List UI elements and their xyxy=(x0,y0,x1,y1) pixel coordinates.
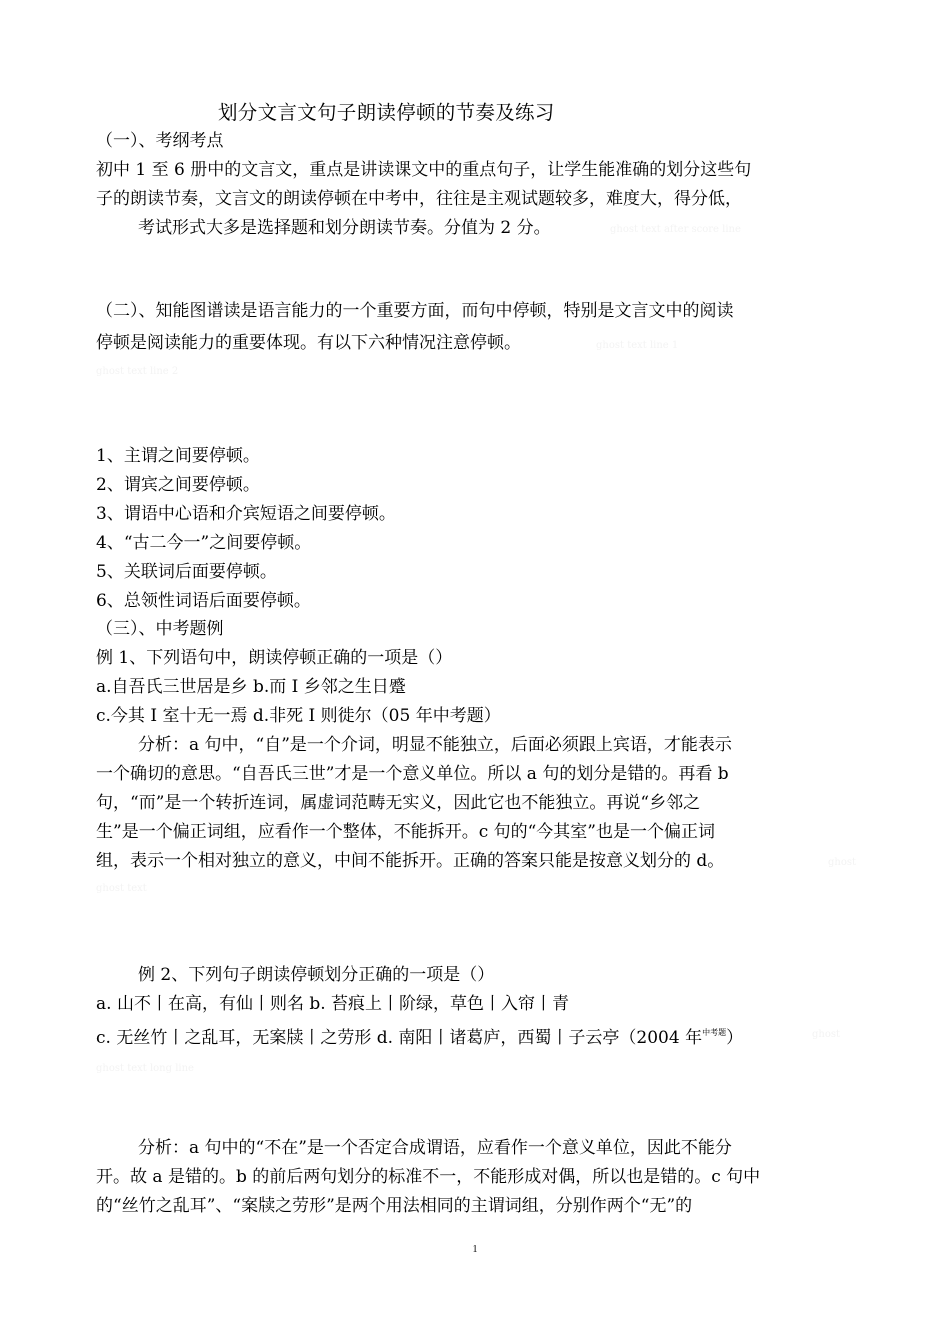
section1-heading: （一）、考纲考点 xyxy=(96,131,224,151)
faint-watermark-text: ghost text line 2 xyxy=(96,366,179,377)
rule-2: 2、谓宾之间要停顿。 xyxy=(96,475,260,495)
example-1-options-ab: a.自吾氏三世居是乡 b.而 I 乡邻之生日蹙 xyxy=(96,677,406,697)
example-1-analysis-line-1: 分析：a 句中，“自”是一个介词，明显不能独立，后面必须跟上宾语，才能表示 xyxy=(138,735,732,755)
example-2-options-cd-end: ） xyxy=(726,1028,744,1048)
faint-watermark-text: ghost text xyxy=(96,883,147,894)
example-2-question: 例 2、下列句子朗读停顿划分正确的一项是（） xyxy=(138,965,495,985)
example-1-analysis-line-2: 一个确切的意思。“自吾氏三世”才是一个意义单位。所以 a 句的划分是错的。再看 b xyxy=(96,764,729,784)
faint-watermark-text: ghost xyxy=(828,857,857,868)
section3-heading: （三）、中考题例 xyxy=(96,619,224,639)
section1-line-1: 初中 1 至 6 册中的文言文，重点是讲读课文中的重点句子，让学生能准确的划分这些句 xyxy=(96,160,752,180)
rule-3: 3、谓语中心语和介宾短语之间要停顿。 xyxy=(96,504,396,524)
example-1-options-cd: c.今其 I 室十无一焉 d.非死 I 则徙尔（05 年中考题） xyxy=(96,706,501,726)
example-1-question: 例 1、下列语句中，朗读停顿正确的一项是（） xyxy=(96,648,453,668)
example-1-analysis-line-5: 组，表示一个相对独立的意义，中间不能拆开。正确的答案只能是按意义划分的 d。 xyxy=(96,851,725,871)
page-number: 1 xyxy=(472,1244,478,1255)
page-title: 划分文言文句子朗读停顿的节奏及练习 xyxy=(218,101,555,124)
example-2-options-ab: a. 山不丨在高，有仙丨则名 b. 苔痕上丨阶绿，草色丨入帘丨青 xyxy=(96,994,570,1014)
example-1-analysis-line-3: 句，“而”是一个转折连词，属虚词范畴无实义，因此它也不能独立。再说“乡邻之 xyxy=(96,793,701,813)
example-2-analysis-line-1: 分析：a 句中的“不在”是一个否定合成谓语，应看作一个意义单位，因此不能分 xyxy=(138,1138,732,1158)
section2-line-1: （二）、知能图谱读是语言能力的一个重要方面，而句中停顿，特别是文言文中的阅读 xyxy=(96,301,734,321)
example-1-analysis-line-4: 生”是一个偏正词组，应看作一个整体，不能拆开。c 句的“今其室”也是一个偏正词 xyxy=(96,822,715,842)
section2-line-2: 停顿是阅读能力的重要体现。有以下六种情况注意停顿。 xyxy=(96,333,521,353)
rule-4: 4、“古二今一”之间要停顿。 xyxy=(96,533,312,553)
example-2-options-cd-text: c. 无丝竹丨之乱耳，无案牍丨之劳形 d. 南阳丨诸葛庐，西蜀丨子云亭（2004 年 xyxy=(96,1028,703,1048)
example-2-analysis-line-2: 开。故 a 是错的。b 的前后两句划分的标准不一，不能形成对偶，所以也是错的。c 句中 xyxy=(96,1167,761,1187)
example-2-options-cd xyxy=(96,1021,743,1050)
faint-watermark-text: ghost text after score line xyxy=(610,224,741,235)
example-2-analysis-line-3: 的“丝竹之乱耳”、“案牍之劳形”是两个用法相同的主谓词组，分别作两个“无”的 xyxy=(96,1196,693,1216)
rule-1: 1、主谓之间要停顿。 xyxy=(96,446,260,466)
section1-line-2: 子的朗读节奏，文言文的朗读停顿在中考中，往往是主观试题较多，难度大，得分低， xyxy=(96,189,742,209)
exam-tag-superscript: 中考题 xyxy=(702,1028,727,1037)
rule-5: 5、关联词后面要停顿。 xyxy=(96,562,277,582)
section1-line-3: 考试形式大多是选择题和划分朗读节奏。分值为 2 分。 xyxy=(138,218,551,238)
faint-watermark-text: ghost xyxy=(812,1029,841,1040)
faint-watermark-text: ghost text long line xyxy=(96,1063,194,1074)
faint-watermark-text: ghost text line 1 xyxy=(596,340,679,351)
rule-6: 6、总领性词语后面要停顿。 xyxy=(96,591,311,611)
